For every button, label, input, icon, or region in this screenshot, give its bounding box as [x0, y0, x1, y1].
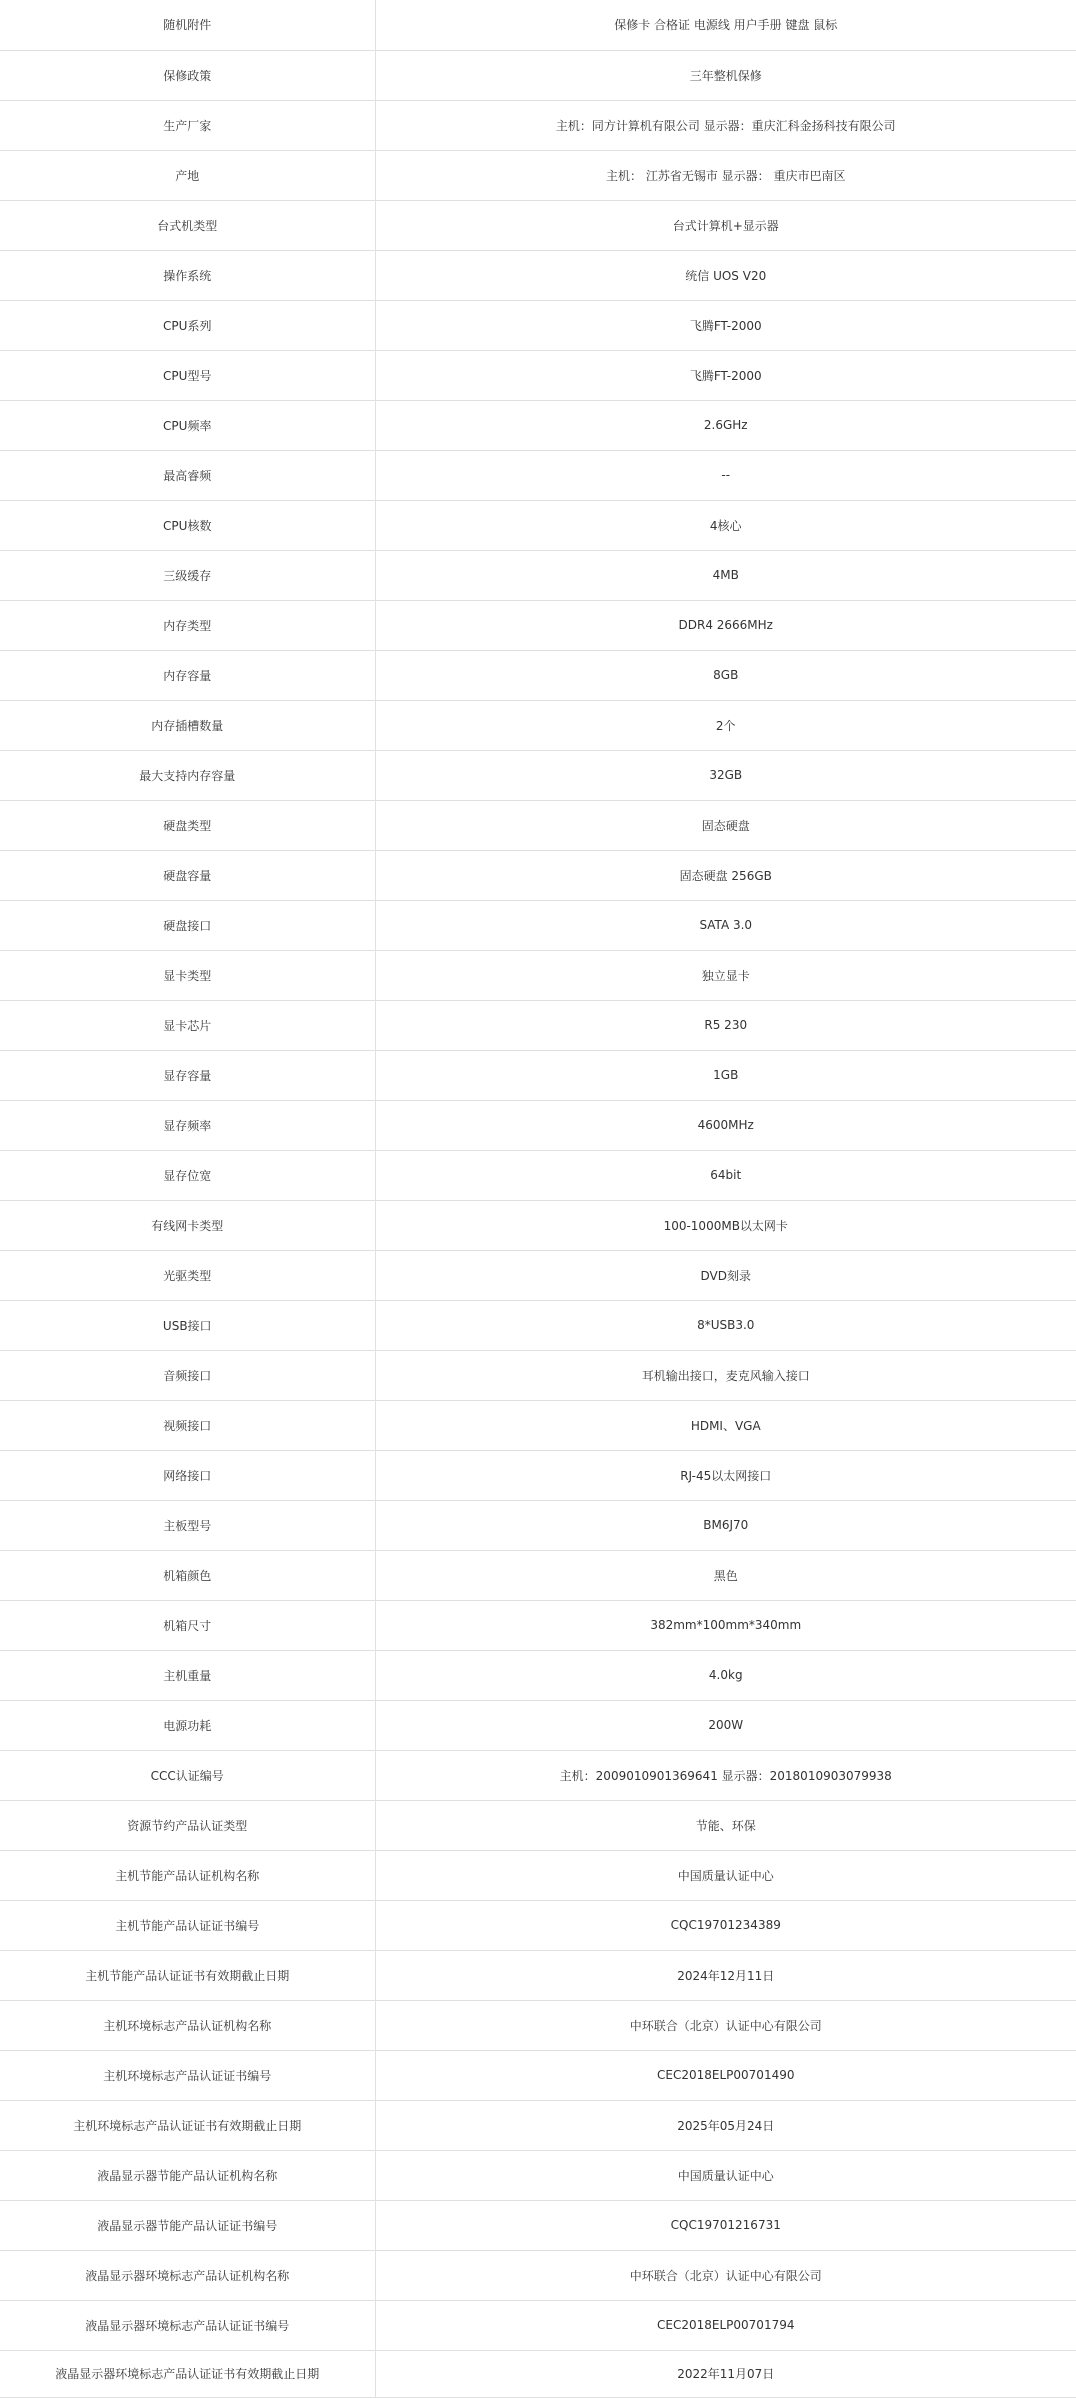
spec-label: 液晶显示器节能产品认证证书编号	[0, 2200, 375, 2250]
spec-label: 液晶显示器环境标志产品认证证书编号	[0, 2300, 375, 2350]
spec-label: CCC认证编号	[0, 1750, 375, 1800]
spec-label: 生产厂家	[0, 100, 375, 150]
spec-row	[0, 700, 1076, 750]
spec-row	[0, 1750, 1076, 1800]
spec-row	[0, 1000, 1076, 1050]
spec-row	[0, 750, 1076, 800]
spec-label: 视频接口	[0, 1400, 375, 1450]
spec-label: 主板型号	[0, 1500, 375, 1550]
spec-row	[0, 950, 1076, 1000]
spec-label: 主机环境标志产品认证机构名称	[0, 2000, 375, 2050]
spec-value: 2025年05月24日	[375, 2100, 1076, 2150]
spec-label: 内存容量	[0, 650, 375, 700]
spec-row	[0, 1500, 1076, 1550]
spec-row	[0, 2250, 1076, 2300]
spec-value: 飞腾FT-2000	[375, 350, 1076, 400]
spec-row	[0, 150, 1076, 200]
spec-value: 主机：同方计算机有限公司 显示器：重庆汇科金扬科技有限公司	[375, 100, 1076, 150]
spec-row	[0, 400, 1076, 450]
spec-label: 三级缓存	[0, 550, 375, 600]
spec-row	[0, 1200, 1076, 1250]
spec-value: 4.0kg	[375, 1650, 1076, 1700]
spec-value: 黑色	[375, 1550, 1076, 1600]
spec-label: 显存位宽	[0, 1150, 375, 1200]
spec-value: CEC2018ELP00701794	[375, 2300, 1076, 2350]
spec-row	[0, 1800, 1076, 1850]
spec-row	[0, 500, 1076, 550]
spec-row	[0, 2200, 1076, 2250]
spec-value: 三年整机保修	[375, 50, 1076, 100]
spec-value: 中国质量认证中心	[375, 1850, 1076, 1900]
spec-label: 显存频率	[0, 1100, 375, 1150]
spec-row	[0, 350, 1076, 400]
spec-label: CPU系列	[0, 300, 375, 350]
spec-row	[0, 100, 1076, 150]
spec-label: 有线网卡类型	[0, 1200, 375, 1250]
spec-row	[0, 550, 1076, 600]
spec-row	[0, 250, 1076, 300]
spec-label: 显卡芯片	[0, 1000, 375, 1050]
spec-value: 中国质量认证中心	[375, 2150, 1076, 2200]
spec-row	[0, 900, 1076, 950]
spec-label: 主机环境标志产品认证证书编号	[0, 2050, 375, 2100]
spec-value: 100-1000MB以太网卡	[375, 1200, 1076, 1250]
spec-row	[0, 1150, 1076, 1200]
spec-value: 2.6GHz	[375, 400, 1076, 450]
spec-row	[0, 850, 1076, 900]
spec-row	[0, 2100, 1076, 2150]
spec-row	[0, 1650, 1076, 1700]
spec-value: 8GB	[375, 650, 1076, 700]
spec-value: SATA 3.0	[375, 900, 1076, 950]
spec-row	[0, 1450, 1076, 1500]
spec-row	[0, 1400, 1076, 1450]
spec-value: 独立显卡	[375, 950, 1076, 1000]
spec-label: 机箱尺寸	[0, 1600, 375, 1650]
spec-label: 最大支持内存容量	[0, 750, 375, 800]
spec-value: 4核心	[375, 500, 1076, 550]
spec-label: 机箱颜色	[0, 1550, 375, 1600]
spec-row	[0, 1950, 1076, 2000]
spec-label: 保修政策	[0, 50, 375, 100]
spec-value: 1GB	[375, 1050, 1076, 1100]
spec-row	[0, 650, 1076, 700]
spec-label: 电源功耗	[0, 1700, 375, 1750]
spec-label: 显存容量	[0, 1050, 375, 1100]
spec-row	[0, 2150, 1076, 2200]
spec-label: 硬盘容量	[0, 850, 375, 900]
spec-value: 固态硬盘 256GB	[375, 850, 1076, 900]
spec-row	[0, 1350, 1076, 1400]
spec-row	[0, 1100, 1076, 1150]
spec-row	[0, 1250, 1076, 1300]
spec-label: CPU核数	[0, 500, 375, 550]
spec-label: 内存类型	[0, 600, 375, 650]
spec-label: 液晶显示器环境标志产品认证机构名称	[0, 2250, 375, 2300]
spec-label: 主机重量	[0, 1650, 375, 1700]
spec-value: 节能、环保	[375, 1800, 1076, 1850]
spec-label: 主机节能产品认证证书编号	[0, 1900, 375, 1950]
spec-value: R5 230	[375, 1000, 1076, 1050]
spec-row	[0, 2350, 1076, 2397]
spec-row	[0, 2300, 1076, 2350]
spec-value: DDR4 2666MHz	[375, 600, 1076, 650]
spec-row	[0, 300, 1076, 350]
spec-row	[0, 1550, 1076, 1600]
spec-value: 中环联合（北京）认证中心有限公司	[375, 2250, 1076, 2300]
spec-value: --	[375, 450, 1076, 500]
spec-label: 音频接口	[0, 1350, 375, 1400]
spec-row	[0, 0, 1076, 50]
spec-row	[0, 1600, 1076, 1650]
spec-value: 64bit	[375, 1150, 1076, 1200]
spec-value: 8*USB3.0	[375, 1300, 1076, 1350]
spec-label: 液晶显示器环境标志产品认证证书有效期截止日期	[0, 2350, 375, 2397]
spec-label: 硬盘接口	[0, 900, 375, 950]
spec-label: 主机节能产品认证机构名称	[0, 1850, 375, 1900]
spec-label: 光驱类型	[0, 1250, 375, 1300]
spec-value: HDMI、VGA	[375, 1400, 1076, 1450]
spec-row	[0, 1850, 1076, 1900]
spec-value: 2022年11月07日	[375, 2350, 1076, 2397]
spec-value: 4600MHz	[375, 1100, 1076, 1150]
spec-value: 固态硬盘	[375, 800, 1076, 850]
spec-row	[0, 50, 1076, 100]
spec-row	[0, 1700, 1076, 1750]
spec-value: 32GB	[375, 750, 1076, 800]
spec-label: 主机环境标志产品认证证书有效期截止日期	[0, 2100, 375, 2150]
spec-row	[0, 2000, 1076, 2050]
spec-value: 382mm*100mm*340mm	[375, 1600, 1076, 1650]
spec-row	[0, 200, 1076, 250]
spec-value: RJ-45以太网接口	[375, 1450, 1076, 1500]
spec-value: 2024年12月11日	[375, 1950, 1076, 2000]
spec-value: CQC19701216731	[375, 2200, 1076, 2250]
spec-value: DVD刻录	[375, 1250, 1076, 1300]
spec-label: 硬盘类型	[0, 800, 375, 850]
spec-value: 2个	[375, 700, 1076, 750]
spec-label: CPU频率	[0, 400, 375, 450]
spec-row	[0, 800, 1076, 850]
spec-value: 主机： 江苏省无锡市 显示器： 重庆市巴南区	[375, 150, 1076, 200]
spec-value: 台式计算机+显示器	[375, 200, 1076, 250]
spec-label: CPU型号	[0, 350, 375, 400]
spec-value: 统信 UOS V20	[375, 250, 1076, 300]
spec-label: 液晶显示器节能产品认证机构名称	[0, 2150, 375, 2200]
spec-value: CEC2018ELP00701490	[375, 2050, 1076, 2100]
spec-label: USB接口	[0, 1300, 375, 1350]
spec-label: 产地	[0, 150, 375, 200]
spec-row	[0, 1300, 1076, 1350]
spec-row	[0, 1900, 1076, 1950]
spec-value: CQC19701234389	[375, 1900, 1076, 1950]
spec-label: 最高睿频	[0, 450, 375, 500]
spec-row	[0, 1050, 1076, 1100]
spec-label: 显卡类型	[0, 950, 375, 1000]
spec-value: 200W	[375, 1700, 1076, 1750]
spec-value: 中环联合（北京）认证中心有限公司	[375, 2000, 1076, 2050]
spec-row	[0, 600, 1076, 650]
spec-row	[0, 2050, 1076, 2100]
spec-label: 内存插槽数量	[0, 700, 375, 750]
spec-value: 保修卡 合格证 电源线 用户手册 键盘 鼠标	[375, 0, 1076, 50]
spec-value: 飞腾FT-2000	[375, 300, 1076, 350]
spec-label: 资源节约产品认证类型	[0, 1800, 375, 1850]
spec-value: BM6J70	[375, 1500, 1076, 1550]
spec-label: 主机节能产品认证证书有效期截止日期	[0, 1950, 375, 2000]
spec-label: 操作系统	[0, 250, 375, 300]
spec-label: 随机附件	[0, 0, 375, 50]
spec-label: 网络接口	[0, 1450, 375, 1500]
spec-row	[0, 450, 1076, 500]
spec-value: 耳机输出接口，麦克风输入接口	[375, 1350, 1076, 1400]
spec-label: 台式机类型	[0, 200, 375, 250]
spec-value: 4MB	[375, 550, 1076, 600]
spec-value: 主机：2009010901369641 显示器：2018010903079938	[375, 1750, 1076, 1800]
